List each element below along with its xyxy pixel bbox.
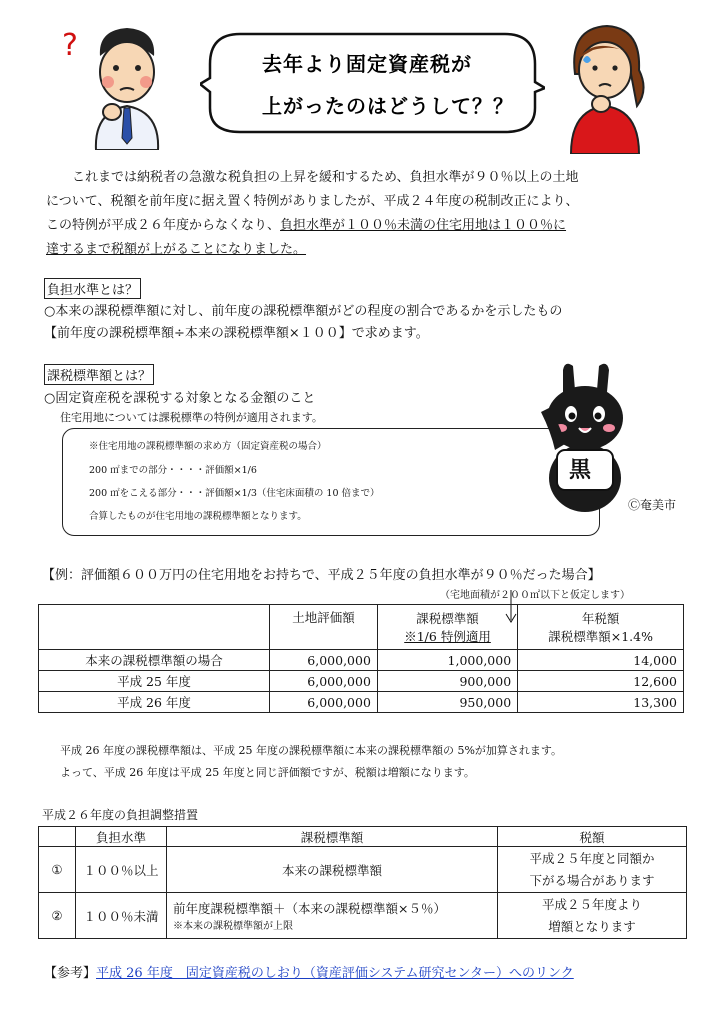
formula-line-3: 200 ㎡をこえる部分・・・評価額×1/3（住宅床面積の 10 倍まで） [89,488,380,499]
col-tax-base [377,605,517,650]
intro-line-3 [46,214,566,233]
tax-amount-cell [498,847,687,893]
taxbase-note: 住宅用地については課税標準の特例が適用されます。 [60,411,323,424]
burden-heading: 負担水準とは？ [44,278,141,299]
col-tax-base: 課税標準額 [167,827,498,847]
land-value-cell: 6,000,000 [270,671,378,692]
table-row [39,671,684,692]
reference-link[interactable]: 平成 26 年度 固定資産税のしおり（資産評価システム研究センター）へのリンク [96,966,574,981]
tax-base-cell [167,893,498,939]
reference-label: 【参考】 [44,966,97,981]
example-table [38,604,684,713]
woman-worried-illustration [555,14,655,154]
example-title: 【例：評価額６００万円の住宅用地をお持ちで、平成２５年度の負担水準が９０％だった場合】 [42,568,601,583]
annual-tax-cell: 14,000 [518,650,684,671]
intro-line-2: について、税額を前年度に据え置く特例がありましたが、平成２４年度の税制改正により、 [46,194,579,209]
table-row [39,893,687,939]
table-row [39,692,684,713]
annual-tax-cell: 12,600 [518,671,684,692]
bubble-title-line2: 上がったのはどうして？？ [262,94,514,118]
formula-box [62,428,600,536]
tax-amount-cell [498,893,687,939]
tax-amount-line-1: 平成２５年度と同額か [529,850,655,866]
col-tax-base-title: 課税標準額 [416,611,479,626]
col-land-value: 土地評価額 [270,605,378,650]
explain-line-2: よって、平成 26 年度は平成 25 年度と同じ評価額ですが、税額は増額になります。 [60,766,475,779]
taxbase-definition: ○固定資産税を課税する対象となる金額のこと [44,391,316,406]
mascot-badge: 黒 [569,458,592,483]
formula-line-4: 合算したものが住宅用地の課税標準額となります。 [89,511,307,522]
col-tax-base-note: ※1/6 特例適用 [404,629,491,644]
man-thinking-illustration [82,20,172,150]
intro-line-1: これまでは納税者の急激な税負担の上昇を緩和するため、負担水準が９０％以上の土地 [72,170,579,185]
land-value-cell: 6,000,000 [270,692,378,713]
reference-line [44,962,574,981]
col-tax-amount: 税額 [498,827,687,847]
tax-base-cell: 1,000,000 [377,650,517,671]
row-label: 平成 26 年度 [39,692,270,713]
taxbase-heading: 課税標準額とは？ [44,364,154,385]
table-row [39,847,687,893]
intro-line-3b: 負担水準が１００％未満の住宅用地は１００％に [280,218,567,233]
col-burden-level: 負担水準 [76,827,167,847]
intro-line-3a: この特例が平成２６年度からなくなり、 [46,218,281,233]
tax-base-cell: 950,000 [377,692,517,713]
tax-base-cell: 本来の課税標準額 [167,847,498,893]
adjustment-title: 平成２６年度の負担調整措置 [42,808,199,822]
burden-definition: ○本来の課税標準額に対し、前年度の課税標準額がどの程度の割合であるかを示したもの [44,304,563,319]
intro-line-4: 達するまで税額が上がることになりました。 [46,242,307,257]
land-value-cell: 6,000,000 [270,650,378,671]
mascot-credit: Ⓒ奄美市 [628,498,677,512]
tax-base-line-2: ※本来の課税標準額が上限 [173,921,293,932]
corner-cell [39,827,76,847]
row-number: ② [39,893,76,939]
tax-amount-line-1: 平成２５年度より [541,896,642,912]
row-label: 本来の課税標準額の場合 [39,650,270,671]
col-annual-tax-note: 課税標準額×1.4% [548,629,653,644]
tax-amount-line-2: 下がる場合があります [529,872,655,888]
corner-cell [39,605,270,650]
col-annual-tax-title: 年税額 [581,611,620,626]
rabbit-mascot-illustration [535,360,635,520]
tax-base-cell: 900,000 [377,671,517,692]
question-mark: ? [62,28,78,63]
explain-line-1: 平成 26 年度の課税標準額は、平成 25 年度の課税標準額に本来の課税標準額の 5%が加算されます。 [60,744,563,757]
tax-base-line-1: 前年度課税標準額＋（本来の課税標準額×５％） [173,901,446,916]
adjustment-table [38,826,687,939]
burden-level-cell: １００％未満 [76,893,167,939]
table-row [39,650,684,671]
formula-line-1: ※住宅用地の課税標準額の求め方（固定資産税の場合） [89,441,327,452]
annual-tax-cell: 13,300 [518,692,684,713]
tax-amount-line-2: 増額となります [548,918,636,934]
burden-level-cell: １００％以上 [76,847,167,893]
example-note: （宅地面積が２００㎡以下と仮定します） [440,590,630,601]
row-label: 平成 25 年度 [39,671,270,692]
col-annual-tax [518,605,684,650]
speech-bubble [200,26,545,138]
formula-line-2: 200 ㎡までの部分・・・・評価額×1/6 [89,465,257,476]
row-number: ① [39,847,76,893]
bubble-title-line1: 去年より固定資産税が [262,52,472,76]
burden-formula: 【前年度の課税標準額÷本来の課税標準額×１００】で求めます。 [44,326,429,341]
